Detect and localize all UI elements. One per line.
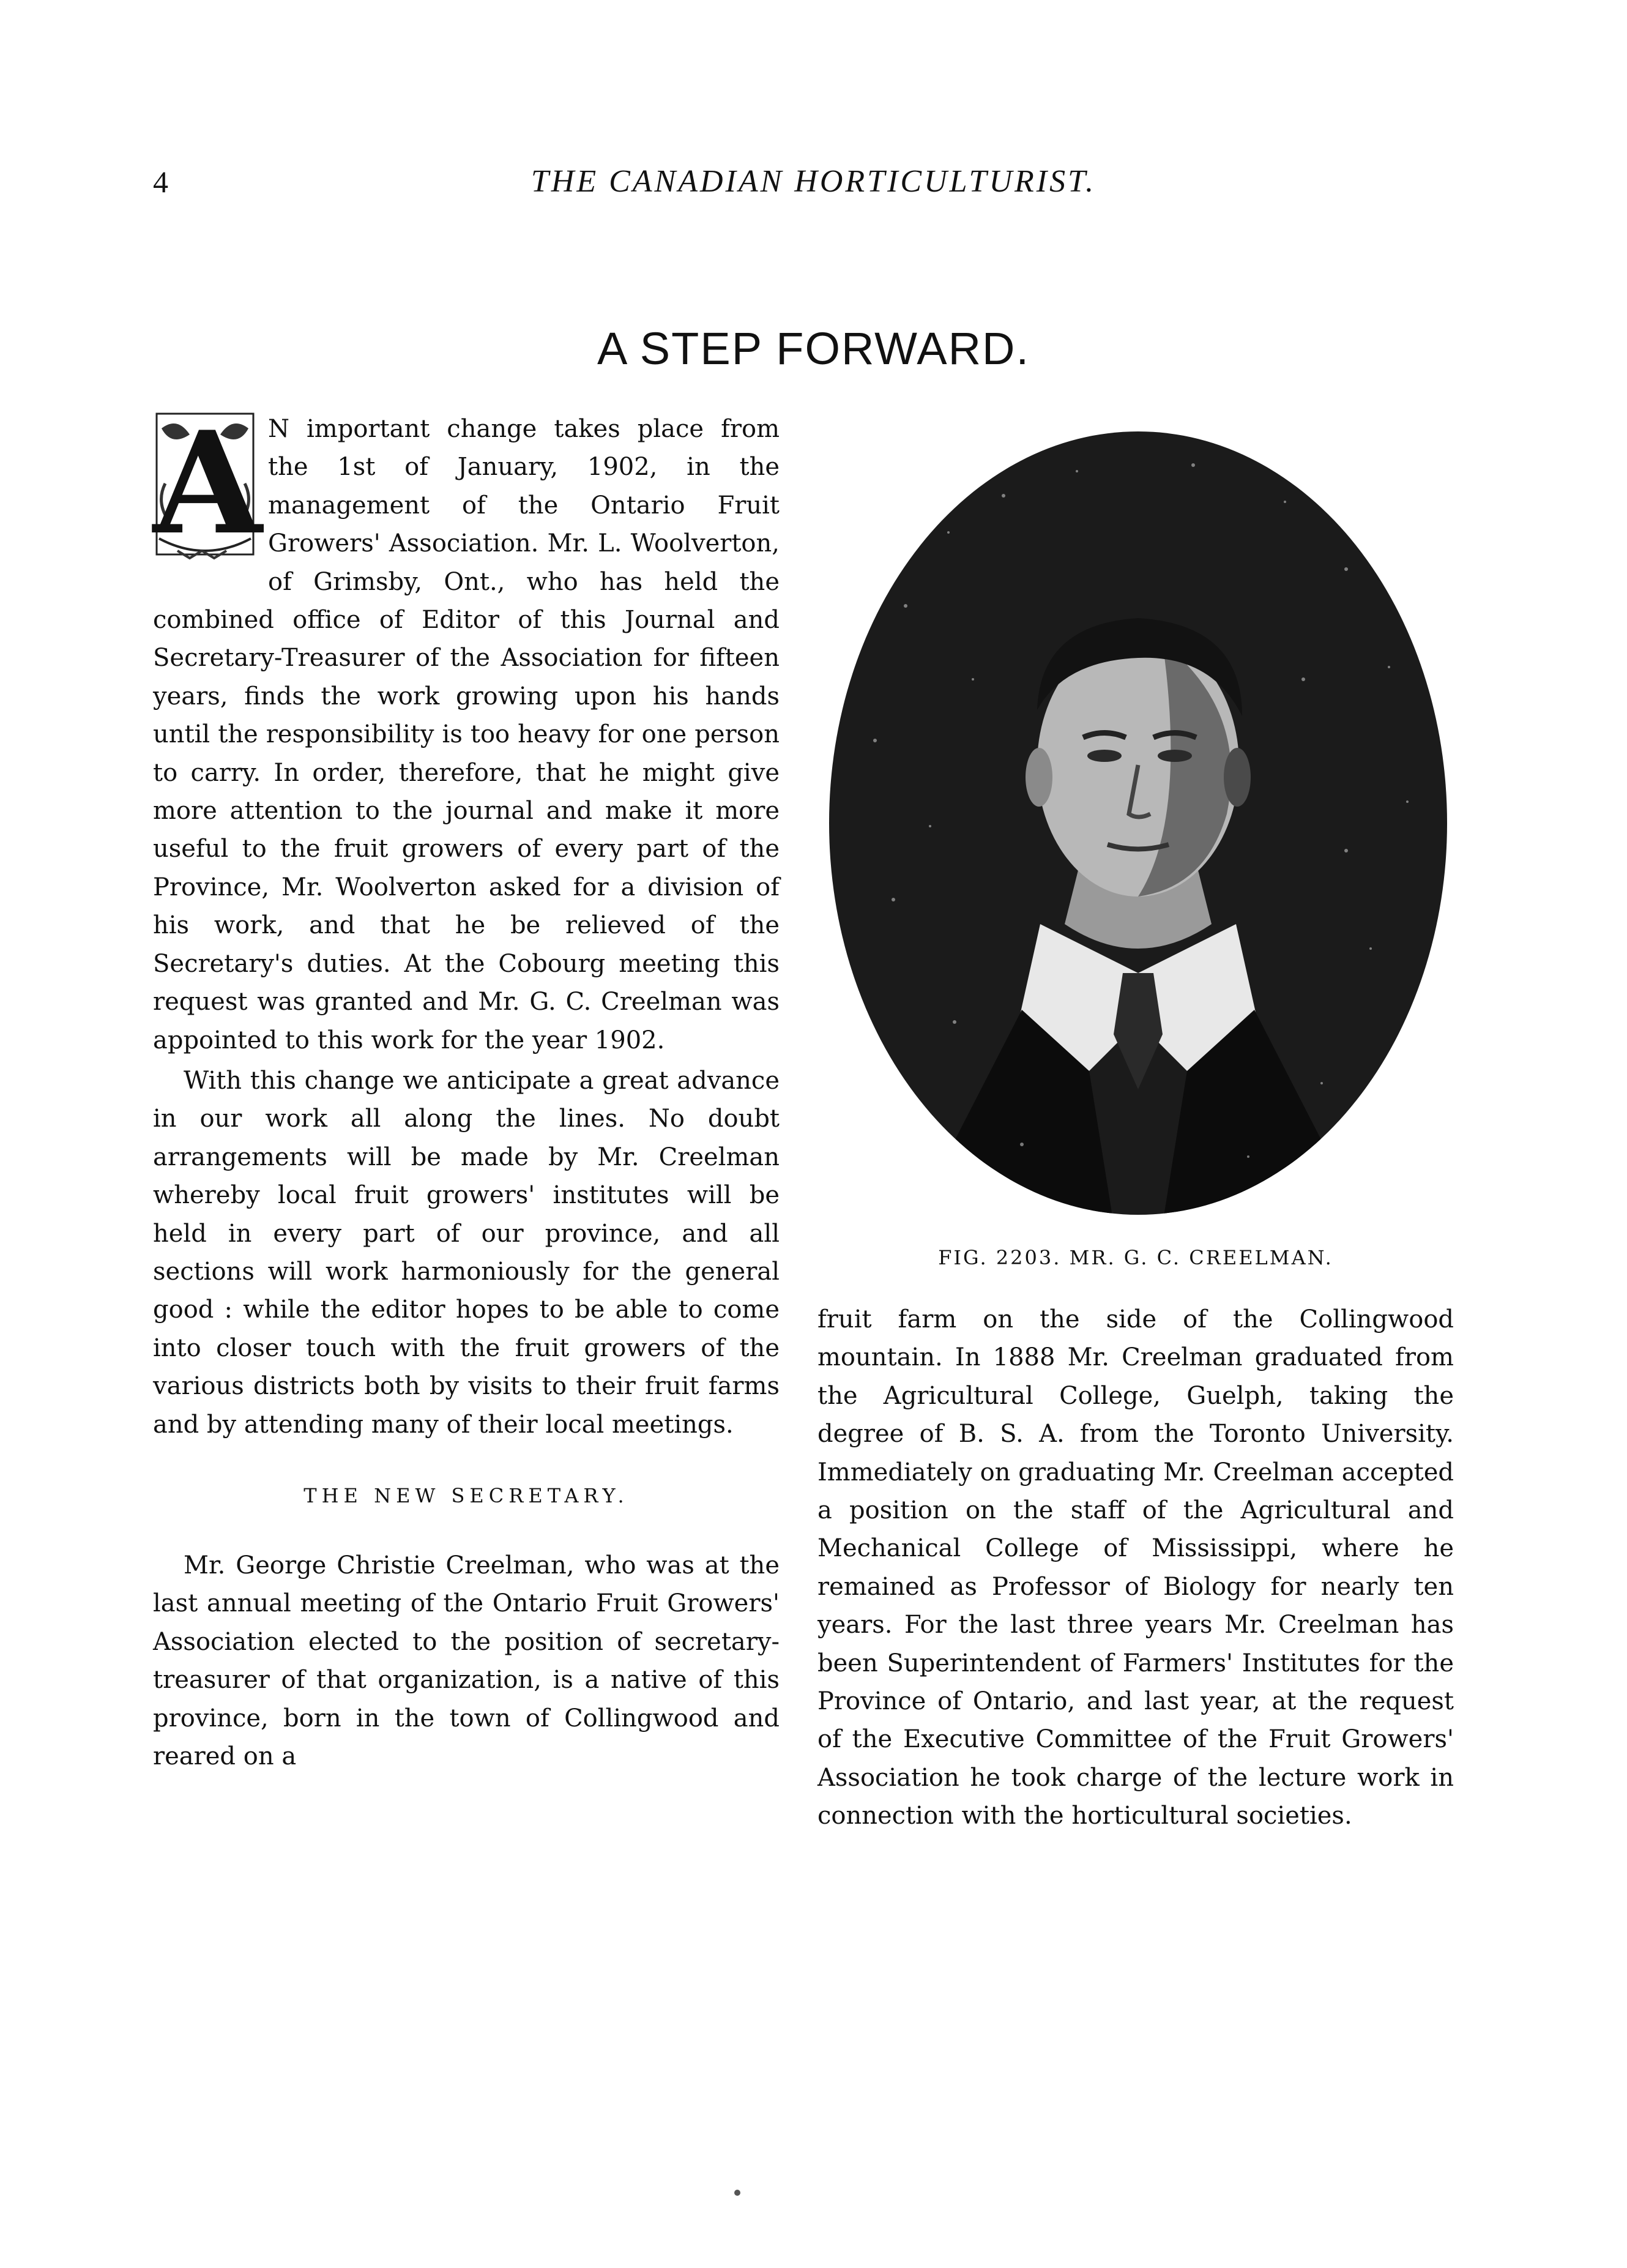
- portrait-figure: [820, 422, 1456, 1224]
- page-header: [0, 160, 1627, 203]
- footer-mark: [734, 2190, 740, 2196]
- figure-caption: FIG. 2203. MR. G. C. CREELMAN.: [938, 1246, 1333, 1269]
- section-subheading: THE NEW SECRETARY.: [303, 1483, 629, 1507]
- drop-cap: [153, 401, 262, 566]
- paragraph-intro: [153, 401, 780, 1059]
- paragraph-3: Mr. George Christie Creelman, who was at the last annual meeting of the Ontario Fruit Growers' Association elected to the position of secretary-treasurer of that organization, is a native of this province, born in the town of Collingwood and reared on a: [153, 1551, 780, 1770]
- portrait-photo: [820, 422, 1456, 1224]
- right-column: [817, 1300, 1454, 1835]
- article-title: A STEP FORWARD.: [597, 323, 1030, 374]
- left-column: [153, 401, 780, 1775]
- paragraph-2: With this change we anticipate a great advance in our work all along the lines. No doubt arrangements will be made by Mr. Creelman whereby local fruit growers' institutes will be held in every part of our province, and all sections will work harmoniously for the general good : while the editor hopes to be able to come into closer touch with the fruit growers of the various districts both by visits to their fruit farms and by attending many of their local meetings.: [153, 1066, 780, 1439]
- paragraph-1-text: N important change takes place from the 1st of January, 1902, in the management of the Ontario Fruit Growers' Association. Mr. L. Woolverton, of Grimsby, Ont., who has held the combined office of Editor of this Journal and Secretary-Treasurer of the Association for fifteen years, finds the work growing upon his hands until the responsibility is too heavy for one person to carry. In order, therefore, that he might give more attention to the journal and make it more useful to the fruit growers of every part of the Province, Mr. Woolverton asked for a division of his work, and that he be relieved of the Secretary's duties. At the Cobourg meeting this request was granted and Mr. G. C. Creelman was appointed to this work for the year 1902.: [153, 415, 780, 1054]
- paragraph-3-continued: fruit farm on the side of the Collingwood mountain. In 1888 Mr. Creelman graduated from the Agricultural College, Guelph, taking the degree of B. S. A. from the Toronto University. Immediately on graduating Mr. Creelman accepted a position on the staff of the Agricultural and Mechanical College of Mississippi, where he remained as Professor of Biology for nearly ten years. For the last three years Mr. Creelman has been Superintendent of Farmers' Institutes for the Province of Ontario, and last year, at the request of the Executive Committee of the Fruit Growers' Association he took charge of the lecture work in connection with the horticultural societies.: [817, 1305, 1454, 1830]
- page-number: 4: [153, 165, 168, 199]
- drop-cap-letter: A: [153, 401, 262, 566]
- running-title: THE CANADIAN HORTICULTURIST.: [531, 164, 1096, 199]
